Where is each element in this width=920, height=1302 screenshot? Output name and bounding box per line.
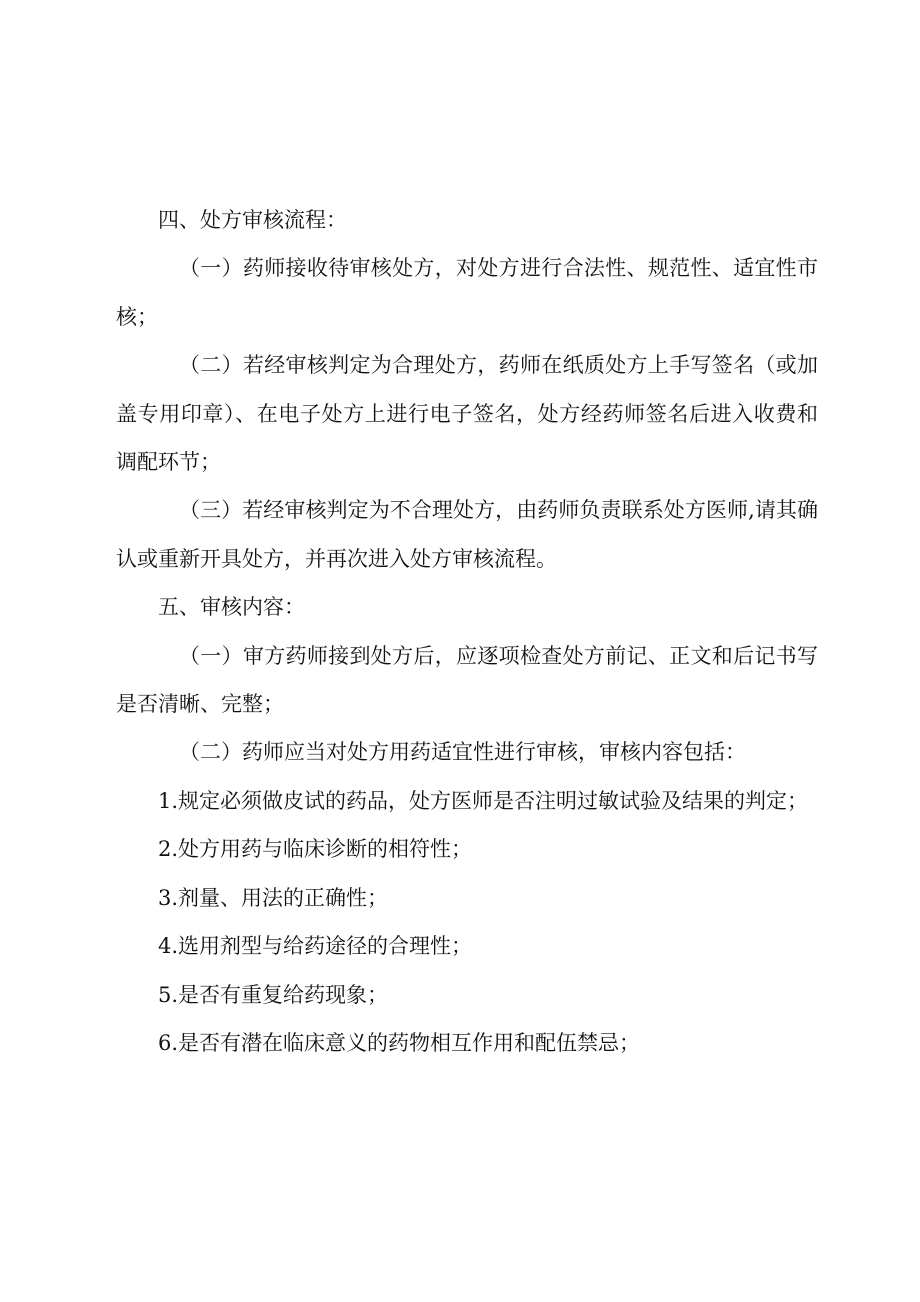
review-point-4: 4.选用剂型与给药途径的合理性； [158, 934, 473, 959]
section-5-item-2: （二）药师应当对处方用药适宜性进行审核，审核内容包括： [179, 740, 746, 765]
review-point-3: 3.剂量、用法的正确性； [158, 885, 389, 910]
review-point-1: 1.规定必须做皮试的药品，处方医师是否注明过敏试验及结果的判定； [158, 788, 809, 813]
section-5-item-1: （一）审方药师接到处方后，应逐项检查处方前记、正文和后记书写是否清晰、完整； [116, 643, 818, 717]
document-body [116, 196, 818, 1067]
section-4-item-1: （一）药师接收待审核处方，对处方进行合法性、规范性、适宜性市核； [116, 256, 818, 329]
review-point-2: 2.处方用药与临床诊断的相符性； [158, 837, 473, 862]
review-point-5: 5.是否有重复给药现象； [158, 982, 389, 1007]
section-4-item-3: （三）若经审核判定为不合理处方，由药师负责联系处方医师,请其确认或重新开具处方，并再次进入处方审核流程。 [116, 498, 818, 571]
review-point-6: 6.是否有潜在临床意义的药物相互作用和配伍禁忌； [158, 1030, 641, 1055]
section-4-heading: 四、处方审核流程： [158, 208, 347, 232]
section-4-item-2: （二）若经审核判定为合理处方，药师在纸质处方上手写签名（或加盖专用印章）、在电子处方上进行电子签名，处方经药师签名后进入收费和调配环节； [116, 353, 818, 475]
section-5-heading: 五、审核内容： [158, 595, 305, 620]
